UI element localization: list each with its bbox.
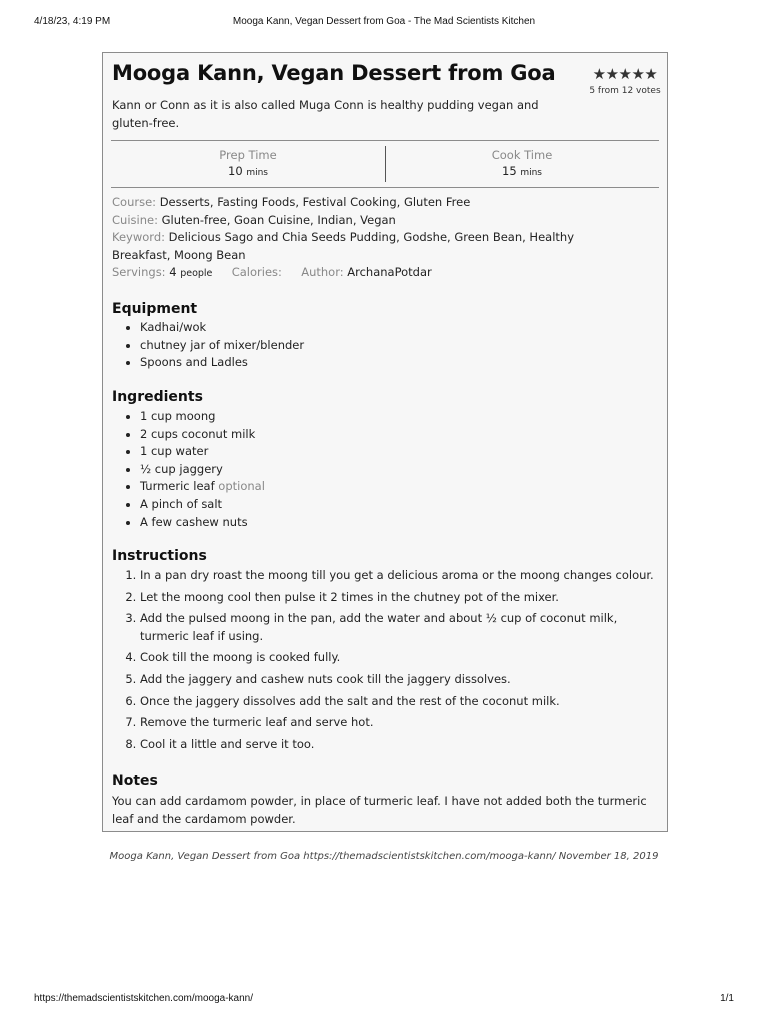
course-row [112, 194, 632, 212]
list-item: • Spoons and Ladles [140, 354, 304, 372]
servings-unit: people [180, 268, 213, 280]
instruction-step: 5. Add the jaggery and cashew nuts cook till the jaggery dissolves. [140, 671, 667, 689]
notes-text: You can add cardamom powder, in place of turmeric leaf. I have not added both the turmeric leaf and the cardamom powder. [112, 794, 647, 826]
equipment-heading: Equipment [112, 301, 198, 317]
list-item: • 1 cup water [140, 443, 265, 461]
print-footer [0, 993, 768, 1007]
notes-heading: Notes [112, 773, 158, 789]
prep-time [111, 146, 386, 182]
instruction-step: 2. Let the moong cool then pulse it 2 times in the chutney pot of the mixer. [140, 589, 667, 607]
cook-time [385, 146, 659, 182]
recipe-times [111, 140, 659, 188]
cuisine-row [112, 212, 632, 230]
instruction-step: 6. Once the jaggery dissolves add the salt and the rest of the coconut milk. [140, 693, 667, 711]
prep-time-value [111, 164, 385, 178]
cook-time-number: 15 [502, 164, 517, 178]
ingredient-name: Turmeric leaf [140, 479, 215, 494]
cook-time-label: Cook Time [491, 148, 553, 162]
cook-time-unit: mins [520, 168, 542, 178]
cuisine-label: Cuisine: [112, 212, 158, 227]
cook-time-value [385, 164, 659, 178]
ingredients-list [112, 408, 265, 531]
instructions-heading: Instructions [112, 548, 207, 564]
ingredients-heading: Ingredients [112, 389, 203, 405]
list-item: • A pinch of salt [140, 496, 265, 514]
prep-time-label: Prep Time [219, 148, 277, 162]
instruction-step: 7. Remove the turmeric leaf and serve hot. [140, 714, 667, 732]
print-page-title: Mooga Kann, Vegan Dessert from Goa - The Mad Scientists Kitchen [232, 16, 536, 27]
list-item: • 1 cup moong [140, 408, 265, 426]
recipe-source-line: Mooga Kann, Vegan Dessert from Goa https://themadscientistskitchen.com/mooga-kann/ November 18, 2019 [109, 851, 659, 862]
servings-label: Servings: [112, 265, 166, 280]
print-header [0, 16, 768, 30]
keyword-row [112, 229, 632, 264]
list-item: • 2 cups coconut milk [140, 426, 265, 444]
print-url: https://themadscientistskitchen.com/mooga-kann/ [34, 993, 253, 1004]
cuisine-value: Gluten-free, Goan Cuisine, Indian, Vegan [161, 212, 396, 227]
recipe-summary: Kann or Conn as it is also called Muga Conn is healthy pudding vegan and gluten-free. [112, 98, 539, 130]
list-item: • ½ cup jaggery [140, 461, 265, 479]
instruction-step: 8. Cool it a little and serve it too. [140, 736, 667, 754]
list-item: • Kadhai/wok [140, 319, 304, 337]
course-label: Course: [112, 195, 157, 209]
servings-value: 4 [169, 265, 177, 280]
instructions-list [112, 567, 667, 757]
course-value: Desserts, Fasting Foods, Festival Cooking, Gluten Free [159, 195, 471, 209]
instruction-step: 1. In a pan dry roast the moong till you get a delicious aroma or the moong changes colour. [140, 567, 667, 585]
list-item: • A few cashew nuts [140, 514, 265, 532]
servings-row [112, 264, 632, 283]
keyword-value: Delicious Sago and Chia Seeds Pudding, Godshe, Green Bean, Healthy Breakfast, Moong Bean [112, 230, 574, 262]
rating-votes: 5 from 12 votes [589, 86, 661, 96]
author-value: ArchanaPotdar [347, 265, 432, 280]
recipe-title: Mooga Kann, Vegan Dessert from Goa [112, 61, 556, 85]
list-item: • chutney jar of mixer/blender [140, 337, 304, 355]
keyword-label: Keyword: [112, 230, 165, 245]
calories-label: Calories: [231, 265, 282, 280]
prep-time-number: 10 [228, 164, 243, 178]
recipe-meta [112, 194, 632, 283]
recipe-rating [589, 66, 661, 96]
instruction-step: 3. Add the pulsed moong in the pan, add the water and about ½ cup of coconut milk, turmeric leaf if using. [140, 610, 667, 645]
ingredient-optional-note: optional [218, 479, 265, 494]
author-label: Author: [301, 265, 344, 280]
instruction-step: 4. Cook till the moong is cooked fully. [140, 649, 667, 667]
recipe-card [102, 52, 668, 832]
list-item [140, 478, 265, 496]
print-datetime: 4/18/23, 4:19 PM [34, 16, 111, 27]
prep-time-unit: mins [246, 168, 268, 178]
rating-stars-icon: ★★★★★ [592, 65, 658, 83]
print-page-number: 1/1 [720, 993, 734, 1004]
equipment-list [112, 319, 304, 372]
